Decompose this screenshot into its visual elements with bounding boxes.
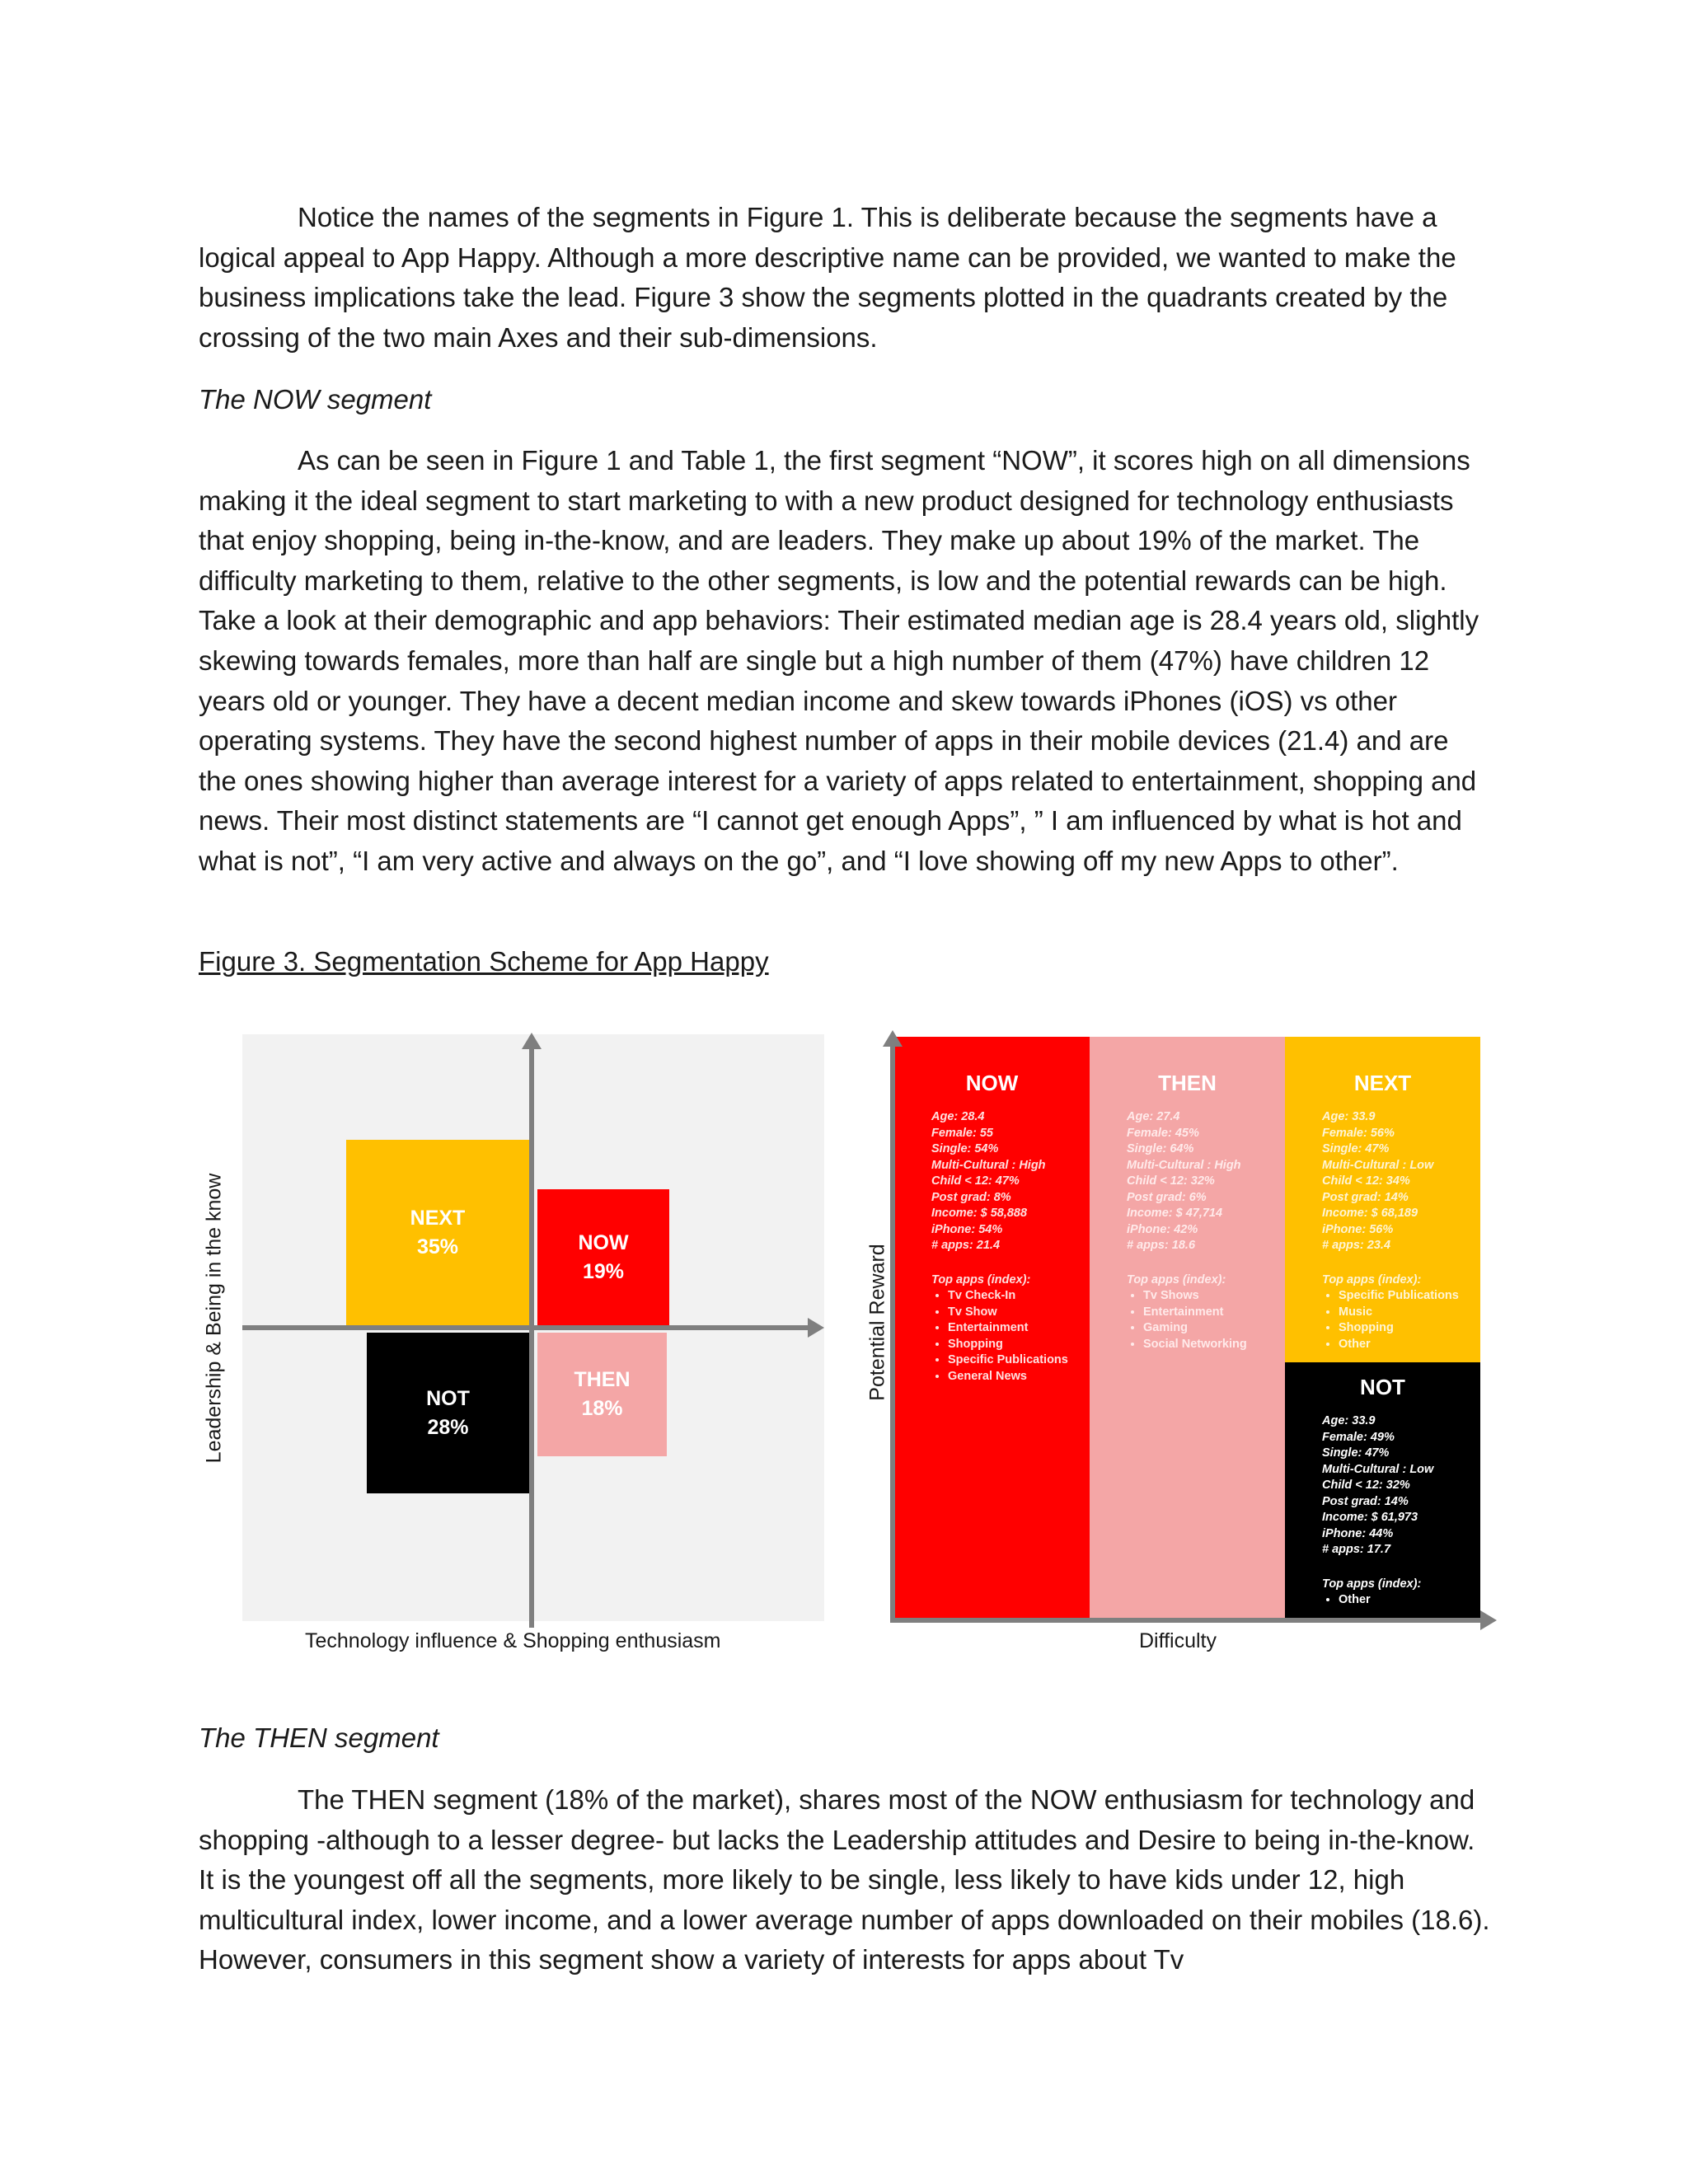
segment-percent: 19% <box>582 1259 625 1283</box>
segment-stats <box>1322 1109 1480 1254</box>
segment-stats <box>1322 1413 1480 1558</box>
stat-item: Single: 47% <box>1322 1446 1390 1460</box>
top-apps-title: Top apps (index): <box>1322 1272 1422 1286</box>
x-axis-title: Difficulty <box>1139 1629 1217 1652</box>
app-item: • Entertainment <box>948 1320 1090 1337</box>
segment-box-next <box>346 1140 529 1325</box>
segment-title: NOT <box>1360 1375 1405 1399</box>
app-item: • Music <box>1339 1305 1480 1321</box>
y-axis-arrow-icon <box>522 1033 542 1049</box>
segment-box-not <box>367 1333 529 1493</box>
stat-item: Multi-Cultural : Low <box>1322 1462 1434 1476</box>
stat-item: Income: $ 47,714 <box>1127 1207 1223 1220</box>
segment-title: NEXT <box>1353 1071 1412 1095</box>
segment-column-not <box>1285 1362 1480 1618</box>
stat-item: Single: 47% <box>1322 1142 1390 1155</box>
segment-box-now <box>537 1189 669 1325</box>
app-item: • Tv Shows <box>1143 1288 1285 1305</box>
stat-item: Female: 49% <box>1322 1430 1395 1444</box>
x-axis-line <box>890 1618 1484 1623</box>
reward-difficulty-chart <box>857 1030 1500 1652</box>
stat-item: Post grad: 8% <box>931 1190 1011 1204</box>
y-axis-title: Leadership & Being in the know <box>202 1173 226 1464</box>
segment-box-then <box>537 1333 667 1456</box>
stat-item: Female: 56% <box>1322 1126 1395 1140</box>
x-axis-arrow-icon <box>808 1318 824 1338</box>
top-apps-title: Top apps (index): <box>1127 1272 1226 1286</box>
heading-then-segment: The THEN segment <box>199 1722 439 1753</box>
stat-item: Age: 27.4 <box>1127 1110 1180 1123</box>
segment-title: NOW <box>965 1071 1019 1095</box>
y-axis-arrow-icon <box>883 1030 903 1047</box>
app-item: • General News <box>948 1369 1090 1385</box>
segment-title: THEN <box>1158 1071 1217 1095</box>
top-apps-title: Top apps (index): <box>1322 1577 1422 1591</box>
app-item: • Specific Publications <box>948 1352 1090 1369</box>
stat-item: Multi-Cultural : High <box>931 1158 1046 1172</box>
stat-item: Post grad: 14% <box>1322 1190 1409 1204</box>
stat-item: Multi-Cultural : High <box>1127 1158 1241 1172</box>
stat-item: iPhone: 54% <box>931 1222 1003 1236</box>
stat-item: Income: $ 58,888 <box>931 1207 1028 1220</box>
stat-item: # apps: 21.4 <box>931 1239 1001 1252</box>
top-apps-list <box>1127 1288 1285 1352</box>
x-axis-arrow-icon <box>1480 1610 1497 1630</box>
app-item: • Other <box>1339 1337 1480 1353</box>
y-axis-title: Potential Reward <box>865 1244 889 1401</box>
stat-item: Post grad: 6% <box>1127 1190 1207 1204</box>
app-item: • Other <box>1339 1592 1480 1609</box>
app-item: • Gaming <box>1143 1320 1285 1337</box>
stat-item: Child < 12: 32% <box>1127 1174 1215 1188</box>
segment-column-now <box>894 1037 1090 1618</box>
top-apps-list <box>1322 1288 1480 1352</box>
top-apps-title: Top apps (index): <box>931 1272 1031 1286</box>
x-axis-line <box>242 1325 811 1330</box>
segment-stats <box>1127 1109 1285 1254</box>
segment-name: THEN <box>574 1368 631 1391</box>
top-apps-list <box>1322 1592 1480 1609</box>
app-item: • Tv Show <box>948 1305 1090 1321</box>
app-item: • Social Networking <box>1143 1337 1285 1353</box>
stat-item: Age: 33.9 <box>1322 1414 1376 1427</box>
segment-name: NOT <box>426 1386 470 1410</box>
stat-item: # apps: 17.7 <box>1322 1543 1391 1556</box>
app-item: • Entertainment <box>1143 1305 1285 1321</box>
stat-item: Post grad: 14% <box>1322 1494 1409 1508</box>
stat-item: Child < 12: 47% <box>931 1174 1020 1188</box>
stat-item: # apps: 23.4 <box>1322 1239 1391 1252</box>
stat-item: Child < 12: 34% <box>1322 1174 1410 1188</box>
segment-column-next <box>1285 1037 1480 1362</box>
app-item: • Shopping <box>948 1337 1090 1353</box>
stat-item: Female: 45% <box>1127 1126 1199 1140</box>
y-axis-line <box>529 1043 534 1628</box>
segment-stats <box>931 1109 1090 1254</box>
paragraph-then-segment: The THEN segment (18% of the market), shares most of the NOW enthusiasm for technology and shopping -although to a lesser degree- but lacks the Leadership attitudes and Desire to being in-the-know. It is the youngest off all the segments, more likely to be single, less likely to have kids under 12, high multicultural index, lower income, and a lower average number of apps downloaded on their mobiles (18.6). However, consumers in this segment show a variety of interests for apps about Tv <box>199 1784 1490 1975</box>
app-item: • Shopping <box>1339 1320 1480 1337</box>
stat-item: Female: 55 <box>931 1126 993 1140</box>
stat-item: iPhone: 44% <box>1322 1526 1394 1540</box>
segment-percent: 18% <box>581 1397 623 1420</box>
segment-percent: 28% <box>427 1415 469 1439</box>
app-item: • Tv Check-In <box>948 1288 1090 1305</box>
paragraph-intro: Notice the names of the segments in Figure 1. This is deliberate because the segments have a logical appeal to App Happy. Although a more descriptive name can be provided, we wanted to make the business implications take the lead. Figure 3 show the segments plotted in the quadrants created by the crossing of the two main Axes and their sub-dimensions. <box>199 202 1456 353</box>
figure-caption: Figure 3. Segmentation Scheme for App Happy <box>199 946 769 977</box>
segment-name: NEXT <box>410 1206 466 1230</box>
stat-item: Age: 28.4 <box>931 1110 985 1123</box>
stat-item: Multi-Cultural : Low <box>1322 1158 1434 1172</box>
stat-item: iPhone: 56% <box>1322 1222 1394 1236</box>
segment-column-then <box>1090 1037 1285 1618</box>
stat-item: Child < 12: 32% <box>1322 1479 1410 1492</box>
y-axis-line <box>890 1042 895 1623</box>
stat-item: # apps: 18.6 <box>1127 1239 1196 1252</box>
stat-item: Income: $ 61,973 <box>1322 1511 1418 1524</box>
paragraph-now-segment: As can be seen in Figure 1 and Table 1, the first segment “NOW”, it scores high on all dimensions making it the ideal segment to start marketing to with a new product designed for technology enthusiasts that enjoy shopping, being in-the-know, and are leaders. They make up about 19% of the market. The difficulty marketing to them, relative to the other segments, is low and the potential rewards can be high. Take a look at their demographic and app behaviors: Their estimated median age is 28.4 years old, slightly skewing towards females, more than half are single but a high number of them (47%) have children 12 years old or younger. They have a decent median income and skew towards iPhones (iOS) vs other operating systems. They have the second highest number of apps in their mobile devices (21.4) and are the ones showing higher than average interest for a variety of apps related to entertainment, shopping and news. Their most distinct statements are “I cannot get enough Apps”, ” I am influenced by what is hot and what is not”, “I am very active and always on the go”, and “I love showing off my new Apps to other”. <box>199 445 1479 876</box>
app-item: • Specific Publications <box>1339 1288 1480 1305</box>
top-apps-list <box>931 1288 1090 1385</box>
stat-item: Income: $ 68,189 <box>1322 1207 1418 1220</box>
heading-now-segment: The NOW segment <box>199 384 432 415</box>
stat-item: iPhone: 42% <box>1127 1222 1198 1236</box>
segment-percent: 35% <box>416 1235 459 1258</box>
segment-name: NOW <box>578 1230 629 1254</box>
x-axis-title: Technology influence & Shopping enthusiasm <box>305 1629 721 1652</box>
segment-quadrant-chart <box>198 1034 837 1652</box>
stat-item: Single: 64% <box>1127 1142 1194 1155</box>
stat-item: Age: 33.9 <box>1322 1110 1376 1123</box>
stat-item: Single: 54% <box>931 1142 999 1155</box>
